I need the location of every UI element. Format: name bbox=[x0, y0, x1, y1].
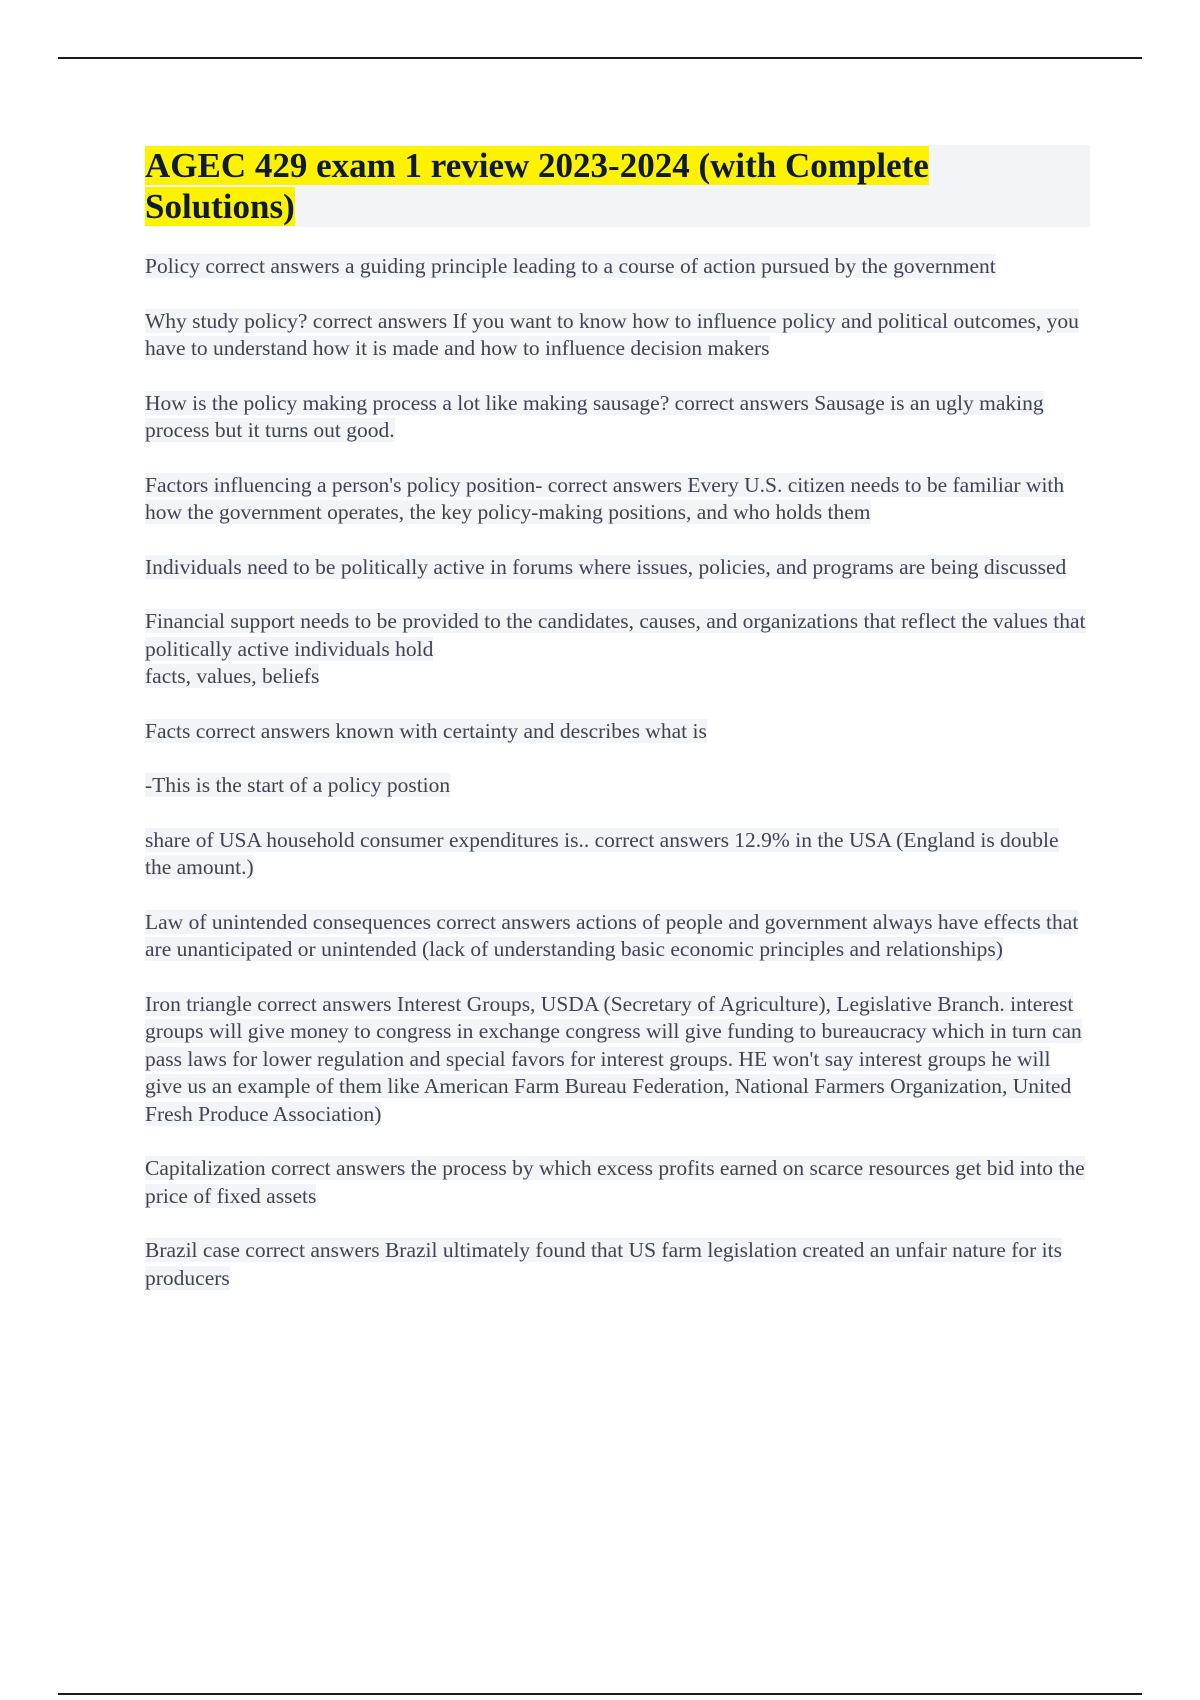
entry-text: Facts correct answers known with certainty and describes what is bbox=[145, 718, 707, 743]
entry-text: Capitalization correct answers the process by which excess profits earned on scarce resources get bid into the price of fixed assets bbox=[145, 1156, 1085, 1208]
entry-text: Individuals need to be politically active in forums where issues, policies, and programs are being discussed bbox=[145, 554, 1067, 579]
entry-text: Iron triangle correct answers Interest Groups, USDA (Secretary of Agriculture), Legislative Branch. interest groups will give money to congress in exchange congress will give funding to bureaucracy which in turn can pass laws for lower regulation and special favors for interest groups. HE won't say interest groups he will give us an example of them like American Farm Bureau Federation, National Farmers Organization, United Fresh Produce Association) bbox=[145, 991, 1082, 1126]
qa-entry bbox=[145, 253, 1090, 281]
qa-entry bbox=[145, 827, 1090, 882]
qa-entry bbox=[145, 991, 1090, 1129]
entry-text: Factors influencing a person's policy position- correct answers Every U.S. citizen needs to be familiar with how the government operates, the key policy-making positions, and who holds them bbox=[145, 472, 1065, 524]
entry-text: share of USA household consumer expenditures is.. correct answers 12.9% in the USA (England is double the amount.) bbox=[145, 827, 1059, 879]
entry-text: Financial support needs to be provided to the candidates, causes, and organizations that reflect the values that politically active individuals hold bbox=[145, 609, 1086, 661]
qa-entry bbox=[145, 1155, 1090, 1210]
title-highlight: AGEC 429 exam 1 review 2023-2024 (with Complete Solutions) bbox=[145, 146, 929, 226]
entry-text: -This is the start of a policy postion bbox=[145, 773, 451, 797]
entry-text: How is the policy making process a lot like making sausage? correct answers Sausage is an ugly making process but it turns out good. bbox=[145, 390, 1044, 442]
qa-entry bbox=[145, 909, 1090, 964]
qa-entry bbox=[145, 554, 1090, 582]
title-block bbox=[145, 145, 1090, 227]
qa-entry bbox=[145, 1237, 1090, 1292]
qa-entry bbox=[145, 718, 1090, 746]
entry-text: Why study policy? correct answers If you want to know how to influence policy and political outcomes, you have to understand how it is made and how to influence decision makers bbox=[145, 308, 1079, 360]
entry-text: Law of unintended consequences correct answers actions of people and government always have effects that are unanticipated or unintended (lack of understanding basic economic principles and relationships) bbox=[145, 909, 1079, 961]
entry-extra-text: facts, values, beliefs bbox=[145, 664, 320, 688]
entry-text: Policy correct answers a guiding principle leading to a course of action pursued by the government bbox=[145, 254, 996, 278]
qa-entry bbox=[145, 772, 1090, 800]
footer-rule bbox=[58, 1693, 1142, 1695]
qa-entry bbox=[145, 608, 1090, 691]
document-title bbox=[145, 145, 965, 227]
header-rule bbox=[58, 57, 1142, 59]
qa-entry bbox=[145, 390, 1090, 445]
document-body bbox=[145, 145, 1090, 1319]
qa-entry bbox=[145, 308, 1090, 363]
qa-entry bbox=[145, 472, 1090, 527]
entry-text: Brazil case correct answers Brazil ultimately found that US farm legislation created an unfair nature for its producers bbox=[145, 1238, 1062, 1290]
qa-list bbox=[145, 253, 1090, 1292]
